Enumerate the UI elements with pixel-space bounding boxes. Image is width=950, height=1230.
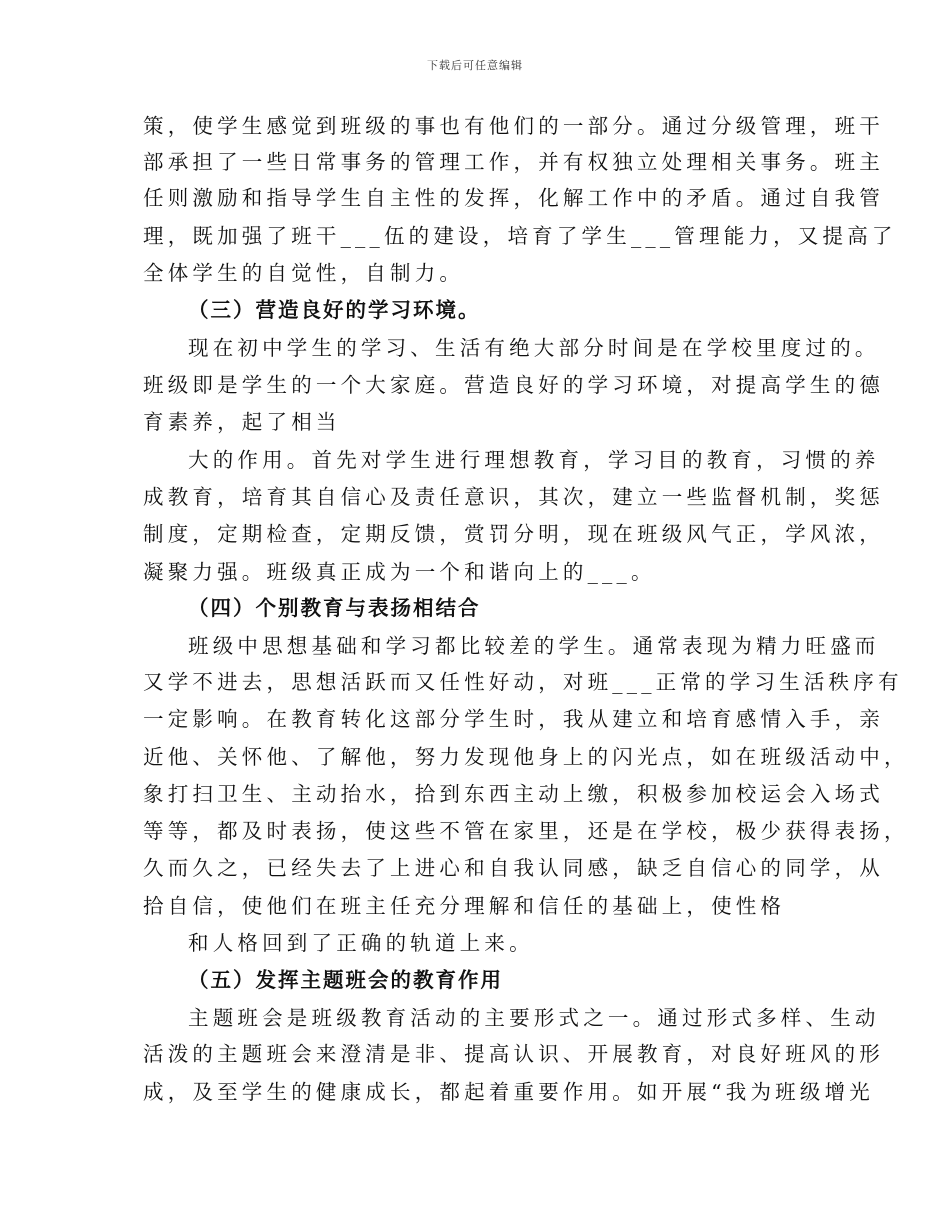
body-line: 任则激励和指导学生自主性的发挥，化解工作中的矛盾。通过自我管	[143, 186, 884, 210]
body-line: 制度，定期检查，定期反馈，赏罚分明，现在班级风气正，学风浓，	[143, 522, 884, 546]
body-line: 成教育，培育其自信心及责任意识，其次，建立一些监督机制，奖惩	[143, 485, 884, 509]
body-line: 部承担了一些日常事务的管理工作，并有权独立处理相关事务。班主	[143, 150, 884, 174]
body-line: 班级即是学生的一个大家庭。营造良好的学习环境，对提高学生的德	[143, 373, 884, 397]
body-line: 活泼的主题班会来澄清是非、提高认识、开展教育，对良好班风的形	[143, 1042, 884, 1066]
body-line: 又学不进去，思想活跃而又任性好动，对班___正常的学习生活秩序有	[143, 670, 903, 694]
body-line: 大的作用。首先对学生进行理想教育，学习目的教育，习惯的养	[188, 448, 880, 472]
body-line: 等等，都及时表扬，使这些不管在家里，还是在学校，极少获得表扬，	[143, 819, 909, 843]
body-line: 理，既加强了班干___伍的建设，培育了学生___管理能力，又提高了	[143, 224, 897, 248]
body-line: 久而久之，已经失去了上进心和自我认同感，缺乏自信心的同学，从	[143, 856, 884, 880]
body-line: 成，及至学生的健康成长，都起着重要作用。如开展“我为班级增光	[143, 1080, 874, 1104]
section-heading: （四）个别教育与表扬相结合	[188, 596, 481, 620]
body-line: 主题班会是班级教育活动的主要形式之一。通过形式多样、生动	[188, 1006, 880, 1030]
section-heading: （三）营造良好的学习环境。	[188, 298, 481, 322]
body-line: 象打扫卫生、主动抬水，拾到东西主动上缴，积极参加校运会入场式	[143, 782, 884, 806]
body-line: 近他、关怀他、了解他，努力发现他身上的闪光点，如在班级活动中，	[143, 745, 909, 769]
header-note: 下载后可任意编辑	[427, 59, 523, 72]
body-line: 一定影响。在教育转化这部分学生时，我从建立和培育感情入手，亲	[143, 707, 884, 731]
body-line: 全体学生的自觉性，自制力。	[143, 261, 465, 285]
body-line: 班级中思想基础和学习都比较差的学生。通常表现为精力旺盛而	[188, 634, 880, 658]
body-line: 育素养，起了相当	[143, 410, 341, 434]
section-heading: （五）发挥主题班会的教育作用	[188, 968, 503, 992]
body-line: 拾自信，使他们在班主任充分理解和信任的基础上，使性格	[143, 894, 786, 918]
body-line: 凝聚力强。班级真正成为一个和谐向上的___。	[143, 560, 656, 584]
body-line: 现在初中学生的学习、生活有绝大部分时间是在学校里度过的。	[188, 336, 880, 360]
body-line: 和人格回到了正确的轨道上来。	[188, 931, 534, 955]
body-line: 策，使学生感觉到班级的事也有他们的一部分。通过分级管理，班干	[143, 114, 884, 138]
